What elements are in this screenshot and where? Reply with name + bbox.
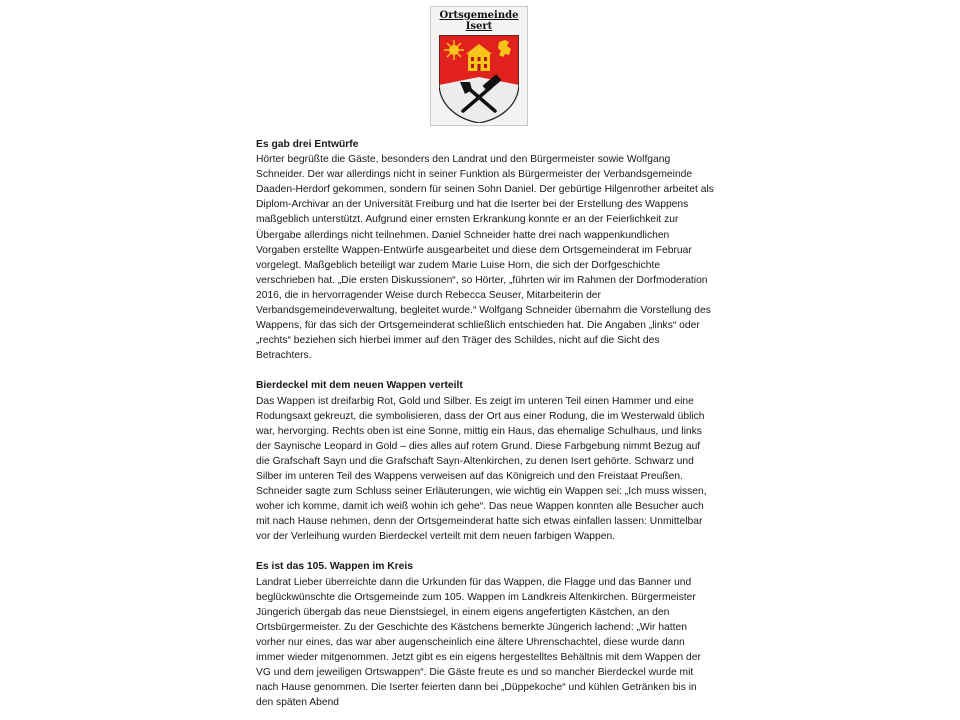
section-heading: Es ist das 105. Wappen im Kreis <box>256 561 413 573</box>
article-section-3 <box>256 559 716 710</box>
section-heading: Es gab drei Entwürfe <box>256 139 359 150</box>
crest-title-line1: Ortsgemeinde <box>439 10 519 21</box>
crest-title-line2: Isert <box>465 21 493 32</box>
section-text: Hörter begrüßte die Gäste, besonders den Landrat und den Bürgermeister sowie Wolfgang Schneider. Der war allerdings nicht in seiner Funktion als Bürgermeister der Verbandsgemeinde Daaden-Herdorf gekommen, sondern für seinen Sohn Daniel. Der gebürtige Hilgenrother arbeitet als Diplom-Archivar an der Universität Freiburg und hat die Iserter bei der Erstellung des Wappens maßgeblich unterstützt. Aufgrund einer ernsten Erkrankung konnte er an der Feierlichkeit zur Übergabe allerdings nicht teilnehmen. Daniel Schneider hatte drei nach wappenkundlichen Vorgaben erstellte Wappen-Entwürfe ausgearbeitet und diese dem Ortsgemeinderat im Februar vorgelegt. Maßgeblich beteiligt war zudem Marie Luise Horn, die sich der Dorfgeschichte verschrieben hat. „Die ersten Diskussionen“, so Hörter, „führten wir im Rahmen der Dorfmoderation 2016, die in hervorragender Weise durch Rebecca Seuser, Mitarbeiterin der Verbandsgemeindeverwaltung, begleitet wurde.“ Wolfgang Schneider übernahm die Vorstellung des Wappens, für das sich der Ortsgemeinderat schließlich entschieden hat. Die Angaben „links“ oder „rechts“ beziehen sich hierbei immer auf den Träger des Schildes, nicht auf die Sicht des Betrachters. <box>256 154 714 362</box>
crest-title <box>431 10 527 32</box>
sun-icon <box>444 40 464 60</box>
section-heading: Bierdeckel mit dem neuen Wappen verteilt <box>256 380 463 392</box>
shield <box>439 35 519 123</box>
coat-of-arms <box>430 6 528 126</box>
article-section-2 <box>256 378 716 544</box>
section-text: Landrat Lieber überreichte dann die Urkunden für das Wappen, die Flagge und das Banner und beglückwünschte die Ortsgemeinde zum 105. Wappen im Landkreis Altenkirchen. Bürgermeister Jüngerich übergab das neue Dienstsiegel, in einem eigens angefertigten Kästchen, an den Ortsbürgermeister. Zu der Geschichte des Kästchens bemerkte Jüngerich lachend: „Wir hatten vorher nur eines, das war aber augenscheinlich eine ältere Uhrenschachtel, diese wurde dann immer wieder mitgenommen. Jetzt gibt es ein eigens hergestelltes Behältnis mit dem Wappen der VG und dem jeweiligen Ortswappen“. Die Gäste freute es und so mancher Bierdeckel wurde mit nach Hause genommen. Die Iserter feierten dann bei „Düppekoche“ und kühlen Getränken bis in den späten Abend <box>256 576 701 709</box>
shield-silver-field <box>439 77 519 123</box>
section-text: Das Wappen ist dreifarbig Rot, Gold und Silber. Es zeigt im unteren Teil einen Hammer und eine Rodungsaxt gekreuzt, die symbolisieren, dass der Ort aus einer Rodung, die im Westerwald üblich war, hervorging. Rechts oben ist eine Sonne, mittig ein Haus, das ehemalige Schulhaus, und links der Saynische Leopard in Gold – dies alles auf rotem Grund. Diese Farbgebung nimmt Bezug auf die Grafschaft Sayn und die Grafschaft Sayn-Altenkirchen, zu denen Isert gehörte. Schwarz und Silber im unteren Teil des Wappens verweisen auf das Königreich und den Freistaat Preußen. Schneider sagte zum Schluss seiner Erläuterungen, wie wichtig ein Wappen sei: „Ich muss wissen, woher ich komme, damit ich weiß wohin ich gehe“. Das neue Wappen konnten alle Besucher auch mit nach Hause nehmen, denn der Ortsgemeinderat hatte sich etwas einfallen lassen: Unmittelbar vor der Verleihung wurden Bierdeckel verteilt mit dem neuen farbigen Wappen. <box>256 395 707 543</box>
article <box>256 137 716 710</box>
article-section-1 <box>256 137 716 363</box>
